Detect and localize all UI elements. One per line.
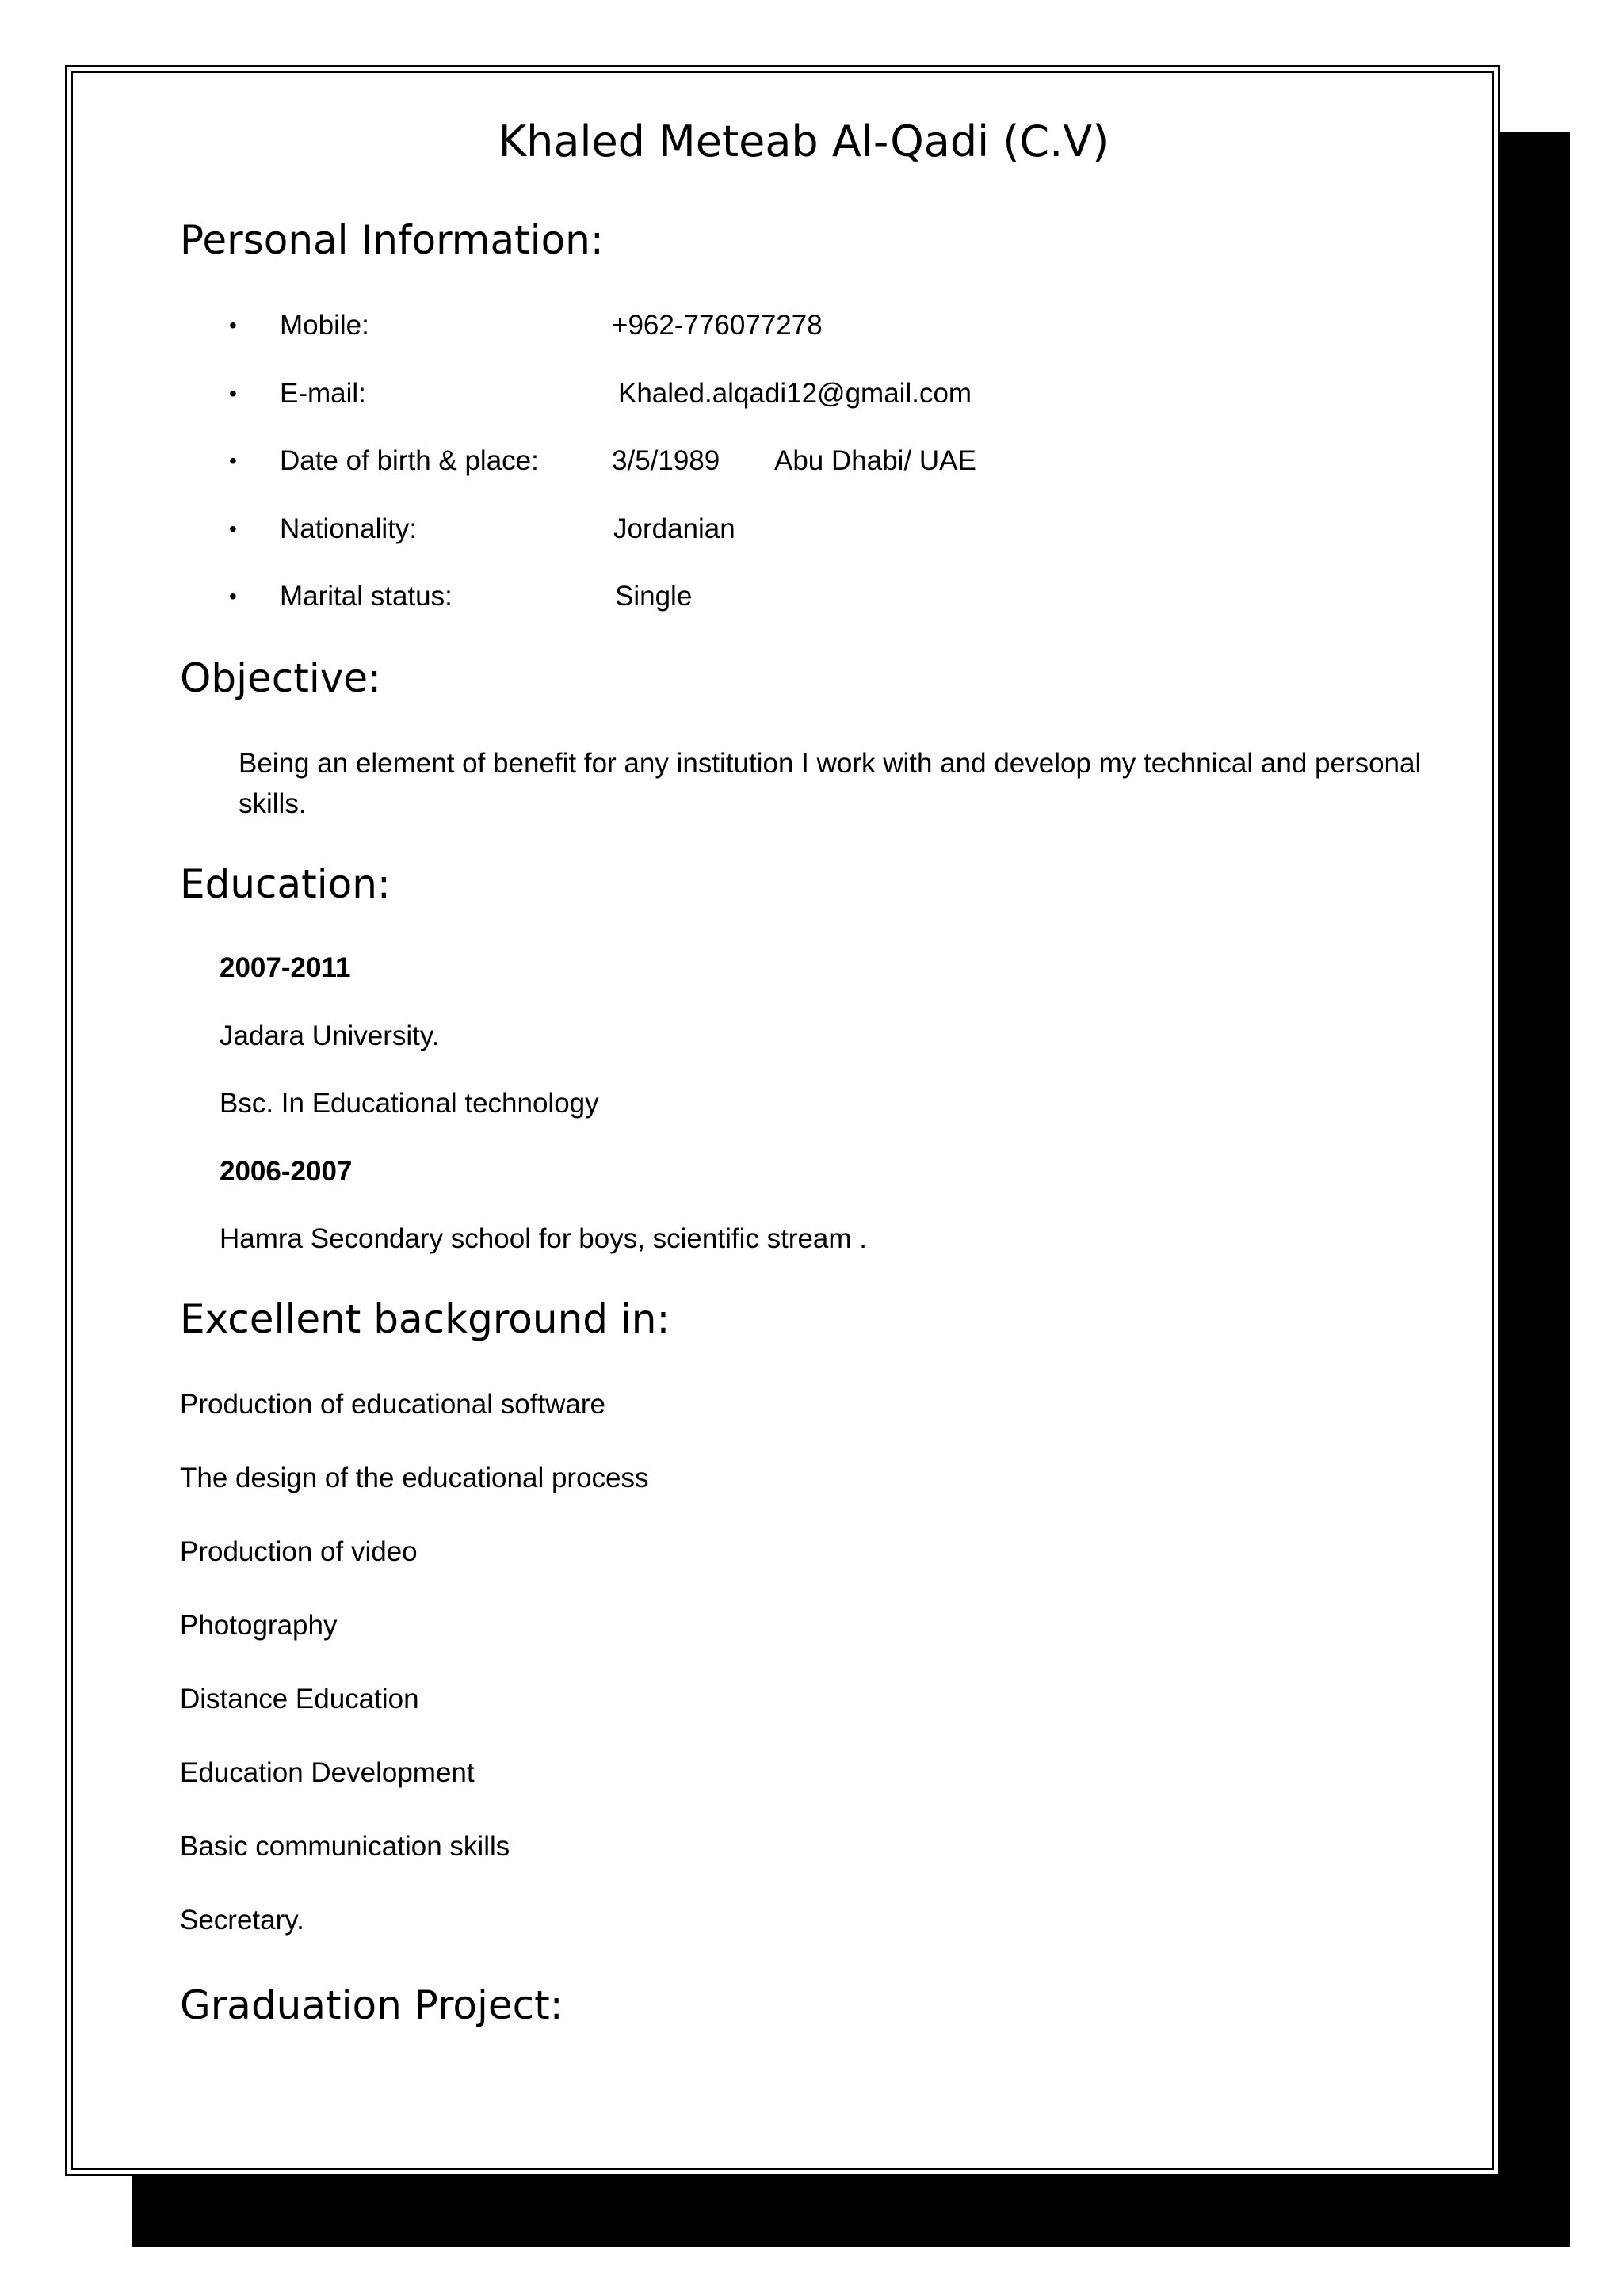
personal-info-value: +962-776077278	[612, 310, 823, 341]
cv-title: Khaled Meteab Al-Qadi (C.V)	[498, 116, 1109, 166]
objective-heading: Objective:	[180, 655, 381, 701]
background-item: Distance Education	[180, 1684, 419, 1714]
background-item: Production of video	[180, 1536, 418, 1567]
education-years: 2007-2011	[220, 952, 351, 983]
education-years: 2006-2007	[220, 1155, 353, 1187]
personal-info-value: Single	[615, 581, 693, 612]
background-item: Secretary.	[180, 1905, 304, 1936]
background-item: Production of educational software	[180, 1389, 605, 1420]
education-degree: Bsc. In Educational technology	[220, 1088, 599, 1119]
education-institution: Hamra Secondary school for boys, scientific stream .	[220, 1223, 867, 1254]
background-item: The design of the educational process	[180, 1463, 649, 1493]
personal-info-item-email	[0, 377, 1623, 445]
background-list	[180, 1388, 649, 1978]
personal-info-birthplace: Abu Dhabi/ UAE	[774, 445, 976, 476]
background-heading: Excellent background in:	[180, 1296, 670, 1342]
background-item: Education Development	[180, 1757, 475, 1788]
personal-info-heading: Personal Information:	[180, 217, 604, 263]
personal-info-label: • Marital status:	[280, 581, 453, 612]
background-item: Photography	[180, 1610, 338, 1641]
personal-info-value: Jordanian	[613, 513, 735, 544]
objective-text: Being an element of benefit for any institution I work with and develop my technical and personal skills.	[239, 748, 1422, 819]
personal-info-list	[0, 309, 1623, 648]
personal-info-label: • E-mail:	[280, 377, 366, 409]
background-item: Basic communication skills	[180, 1831, 510, 1862]
personal-info-item-marital	[0, 580, 1623, 648]
education-institution: Jadara University.	[220, 1020, 440, 1051]
personal-info-item-birth	[0, 444, 1623, 513]
personal-info-label: • Mobile:	[280, 310, 369, 341]
personal-info-value: 3/5/1989	[612, 445, 720, 476]
personal-info-value: Khaled.alqadi12@gmail.com	[618, 377, 972, 409]
personal-info-item-nationality	[0, 513, 1623, 581]
education-list	[220, 952, 867, 1291]
personal-info-label: • Date of birth & place:	[280, 445, 539, 476]
graduation-project-heading: Graduation Project:	[180, 1982, 563, 2028]
personal-info-item-mobile	[0, 309, 1623, 377]
education-heading: Education:	[180, 861, 391, 907]
personal-info-label: • Nationality:	[280, 513, 418, 544]
